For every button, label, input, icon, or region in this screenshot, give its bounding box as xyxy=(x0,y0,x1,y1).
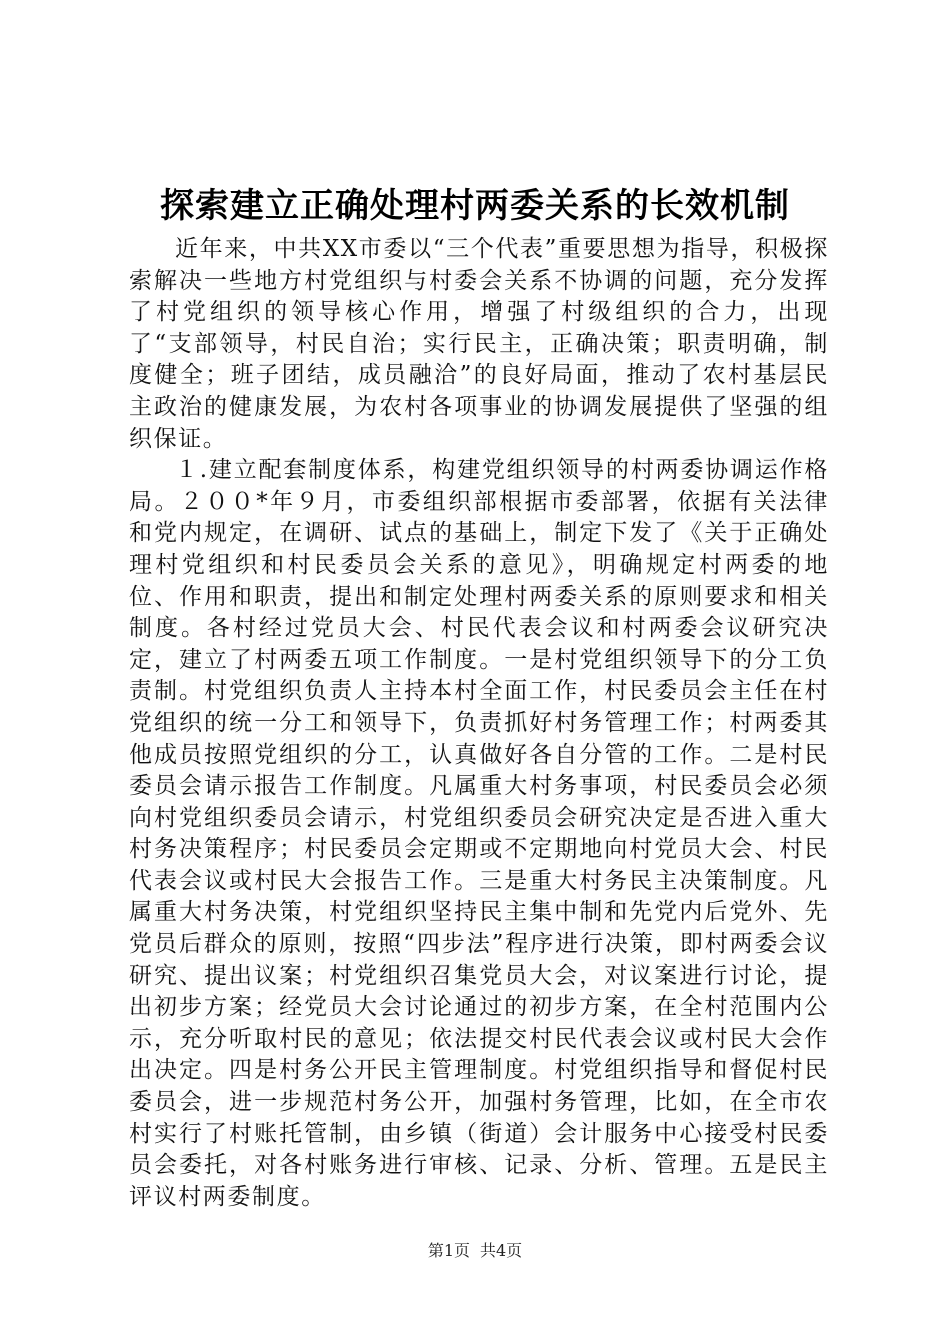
page-footer xyxy=(0,1240,950,1262)
paragraph-section-1: １.建立配套制度体系，构建党组织领导的村两委协调运作格局。２００*年９月，市委组织部根据市委部署，依据有关法律和党内规定，在调研、试点的基础上，制定下发了《关于正确处理村党组织和村民委员会关系的意见》，明确规定村两委的地位、作用和职责，提出和制定处理村两委关系的原则要求和相关制度。各村经过党员大会、村民代表会议和村两委会议研究决定，建立了村两委五项工作制度。一是村党组织领导下的分工负责制。村党组织负责人主持本村全面工作，村民委员会主任在村党组织的统一分工和领导下，负责抓好村务管理工作；村两委其他成员按照党组织的分工，认真做好各自分管的工作。二是村民委员会请示报告工作制度。凡属重大村务事项，村民委员会必须向村党组织委员会请示，村党组织委员会研究决定是否进入重大村务决策程序；村民委员会定期或不定期地向村党员大会、村民代表会议或村民大会报告工作。三是重大村务民主决策制度。凡属重大村务决策，村党组织坚持民主集中制和先党内后党外、先党员后群众的原则，按照“四步法”程序进行决策，即村两委会议研究、提出议案；村党组织召集党员大会，对议案进行讨论，提出初步方案；经党员大会讨论通过的初步方案，在全村范围内公示，充分听取村民的意见；依法提交村民代表会议或村民大会作出决定。四是村务公开民主管理制度。村党组织指导和督促村民委员会，进一步规范村务公开，加强村务管理，比如，在全市农村实行了村账托管制，由乡镇（街道）会计服务中心接受村民委员会委托，对各村账务进行审核、记录、分析、管理。五是民主评议村两委制度。 xyxy=(129,457,829,1210)
document-body xyxy=(129,234,829,1213)
document-title: 探索建立正确处理村两委关系的长效机制 xyxy=(160,186,790,226)
paragraph-intro: 近年来，中共XX市委以“三个代表”重要思想为指导，积极探索解决一些地方村党组织与村委会关系不协调的问题，充分发挥了村党组织的领导核心作用，增强了村级组织的合力，出现了“支部领导，村民自治；实行民主，正确决策；职责明确，制度健全；班子团结，成员融洽”的良好局面，推动了农村基层民主政治的健康发展，为农村各项事业的协调发展提供了坚强的组织保证。 xyxy=(129,236,829,452)
page-number: 第1页 xyxy=(427,1241,470,1260)
page-total: 共4页 xyxy=(480,1241,523,1260)
